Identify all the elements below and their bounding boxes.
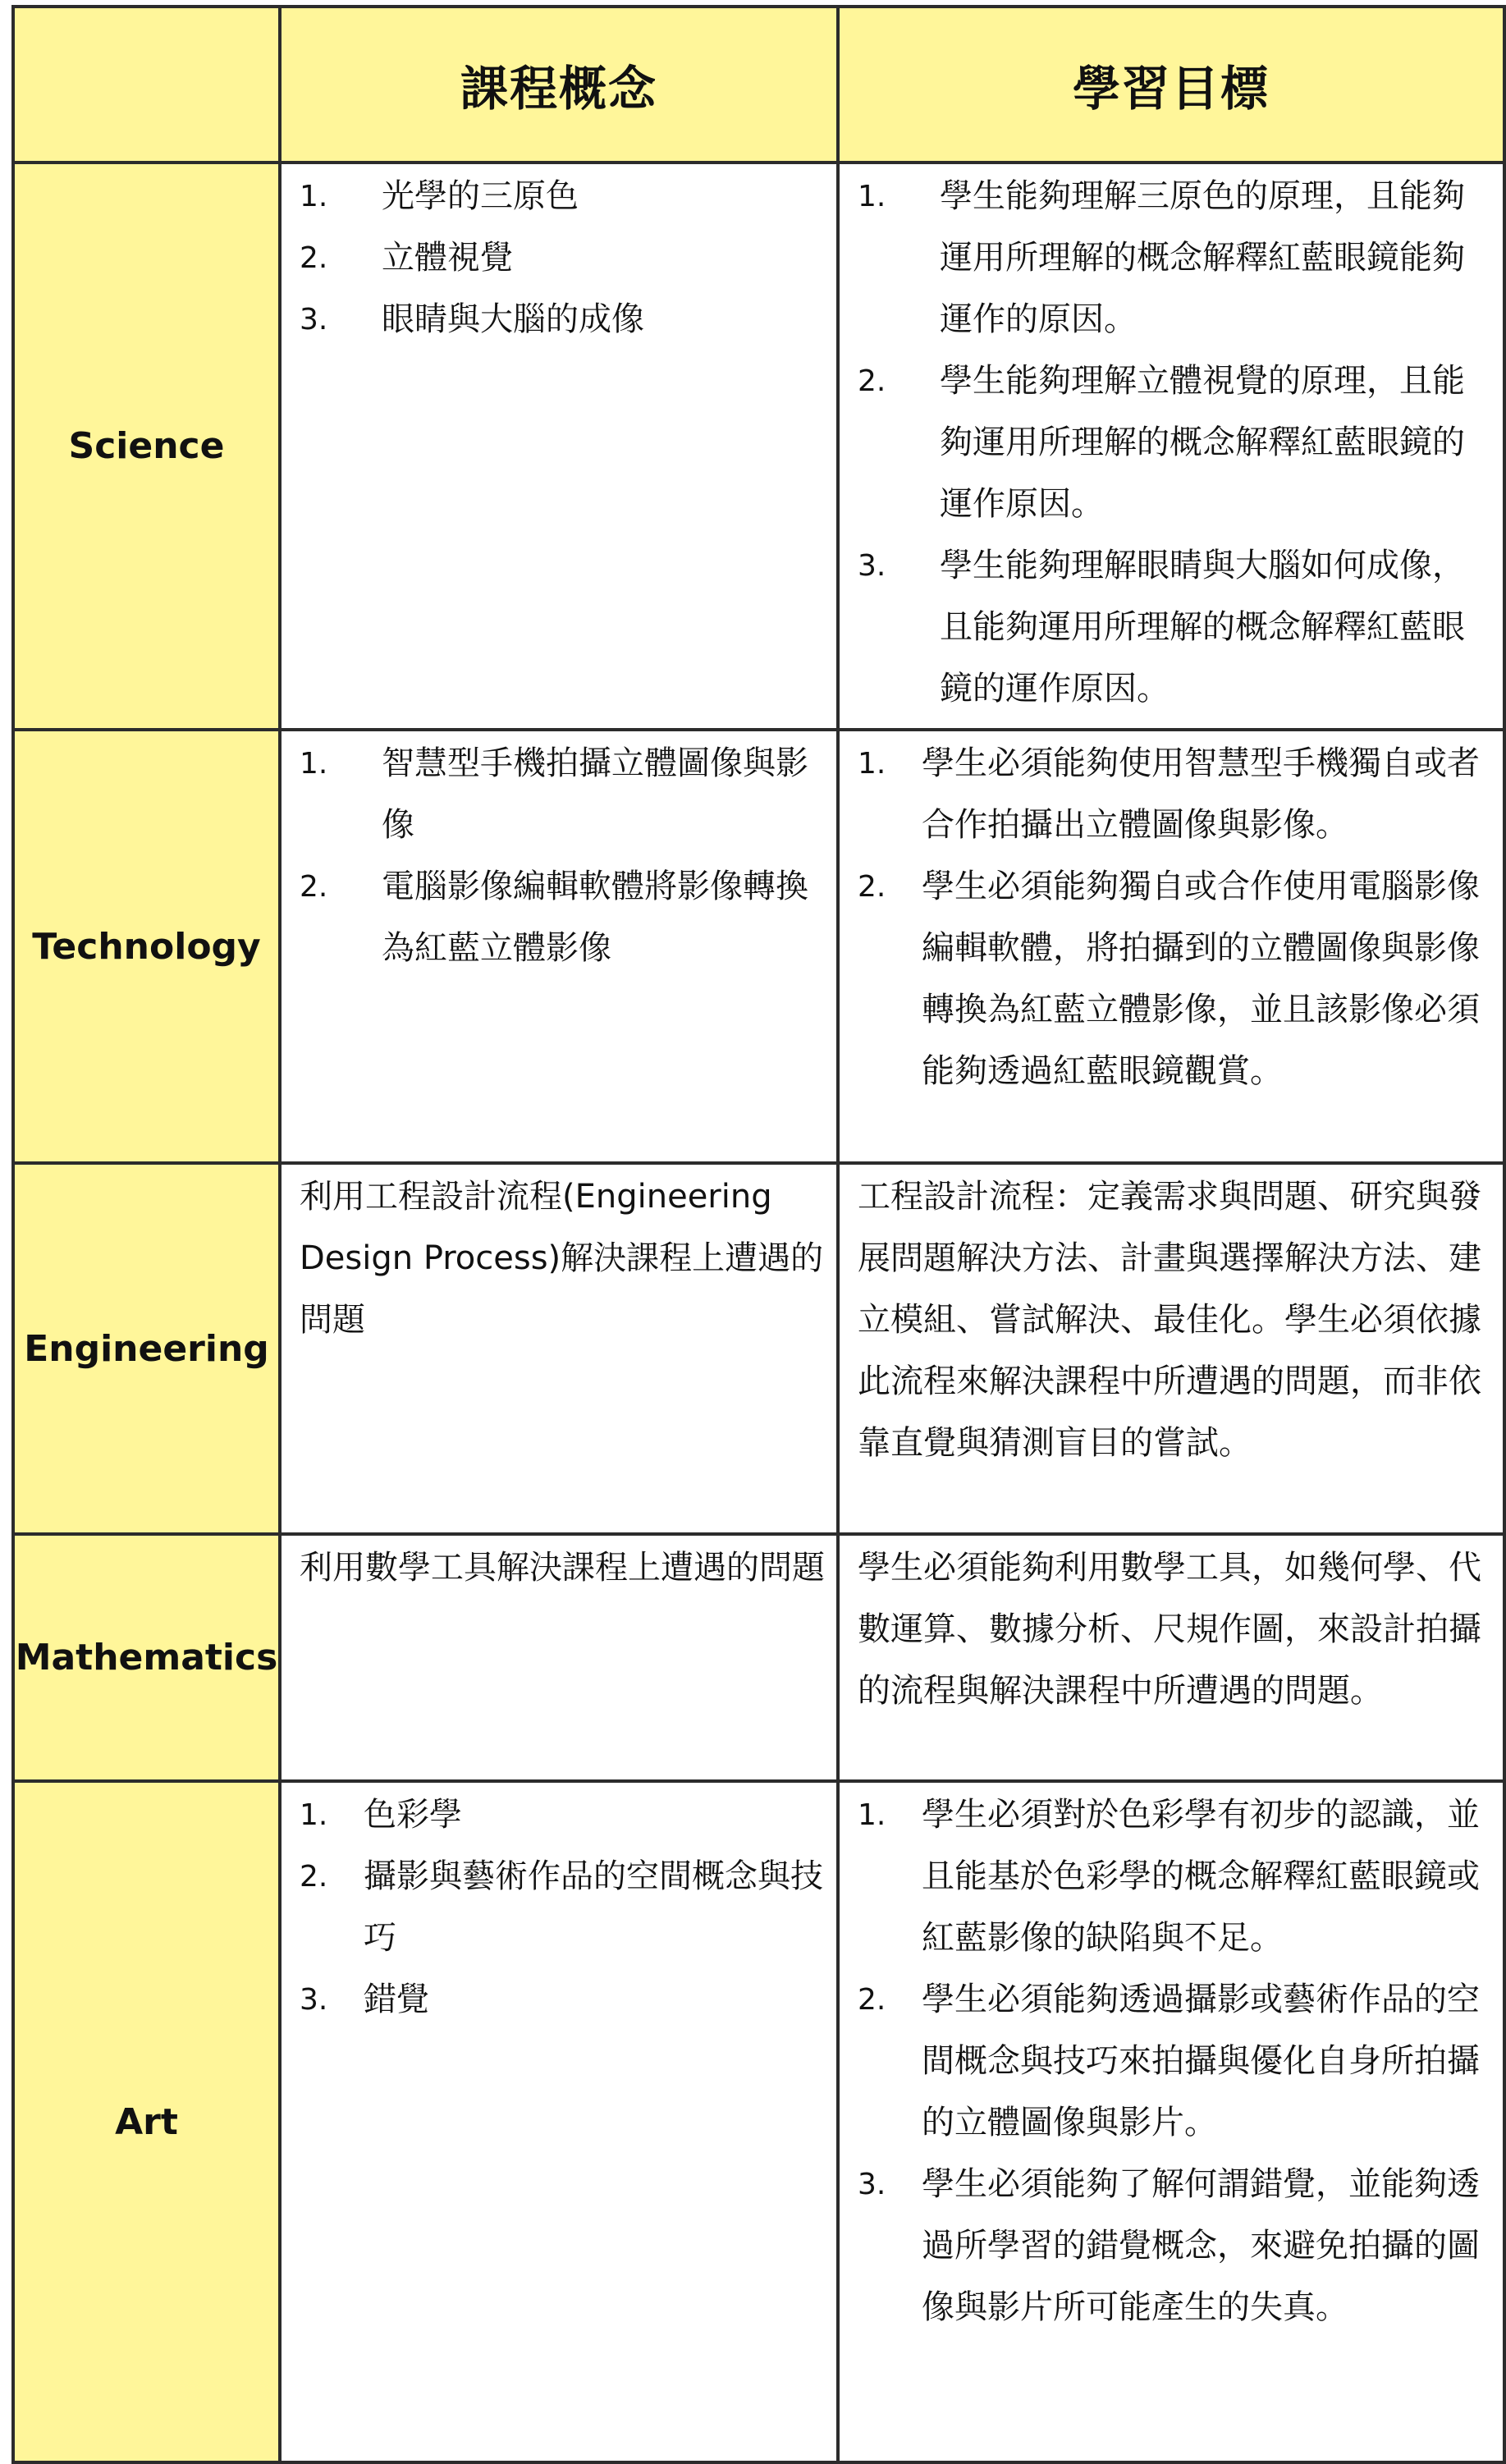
objective-text-engineering: 工程設計流程：定義需求與問題、研究與發展問題解決方法、計畫與選擇解決方法、建立模組、嘗試解決、最佳化。學生必須依據此流程來解決課程中所遭遇的問題，而非依靠直覺與猜測盲目的嘗試。 (858, 1178, 1481, 1462)
objective-cell-technology (838, 730, 1504, 1163)
item-number: 1. (858, 747, 886, 781)
list-item (858, 535, 1491, 720)
subject-technology: Technology (13, 730, 280, 1163)
item-text: 學生必須能夠透過攝影或藝術作品的空間概念與技巧來拍攝與優化自身所拍攝的立體圖像與影片。 (922, 1981, 1480, 2141)
objective-list-art (858, 1784, 1491, 2338)
concept-list-art (300, 1784, 825, 2031)
list-item (858, 166, 1491, 350)
concept-cell-engineering (280, 1163, 838, 1534)
item-number: 2. (300, 241, 328, 275)
item-number: 2. (300, 870, 328, 904)
item-number: 2. (300, 1860, 328, 1894)
header-corner-cell (13, 7, 280, 163)
item-text: 立體視覺 (382, 239, 513, 277)
list-item (858, 733, 1491, 856)
item-number: 3. (300, 1983, 328, 2017)
objective-list-science (858, 166, 1491, 720)
list-item (300, 733, 825, 856)
item-number: 1. (858, 180, 886, 213)
item-text: 色彩學 (364, 1796, 462, 1834)
item-text: 智慧型手機拍攝立體圖像與影像 (382, 744, 808, 844)
item-number: 3. (858, 549, 886, 583)
list-item (300, 1969, 825, 2031)
item-text: 電腦影像編輯軟體將影像轉換為紅藍立體影像 (382, 868, 808, 967)
list-item (300, 856, 825, 979)
item-number: 3. (858, 2168, 886, 2201)
objective-text-mathematics: 學生必須能夠利用數學工具，如幾何學、代數運算、數據分析、尺規作圖，來設計拍攝的流程與解決課程中所遭遇的問題。 (858, 1549, 1481, 1710)
row-engineering (13, 1163, 1504, 1534)
objective-cell-science (838, 163, 1504, 730)
row-mathematics (13, 1534, 1504, 1781)
item-text: 學生必須能夠使用智慧型手機獨自或者合作拍攝出立體圖像與影像。 (922, 744, 1480, 844)
list-item (858, 350, 1491, 535)
header-concept: 課程概念 (280, 7, 838, 163)
subject-mathematics: Mathematics (13, 1534, 280, 1781)
header-objective: 學習目標 (838, 7, 1504, 163)
objective-list-technology (858, 733, 1491, 1102)
item-text: 學生必須能夠了解何謂錯覺，並能夠透過所學習的錯覺概念，來避免拍攝的圖像與影片所可能產生的失真。 (922, 2165, 1480, 2326)
item-text: 學生能夠理解眼睛與大腦如何成像，且能夠運用所理解的概念解釋紅藍眼鏡的運作原因。 (940, 547, 1465, 708)
list-item (300, 227, 825, 289)
item-text: 攝影與藝術作品的空間概念與技巧 (364, 1857, 823, 1957)
item-number: 3. (300, 303, 328, 337)
concept-text-engineering: 利用工程設計流程(Engineering Design Process)解決課程上遭遇的問題 (300, 1178, 824, 1339)
item-number: 2. (858, 1983, 886, 2017)
row-art (13, 1781, 1504, 2462)
item-number: 1. (858, 1798, 886, 1832)
item-number: 2. (858, 870, 886, 904)
item-number: 1. (300, 1798, 328, 1832)
subject-science: Science (13, 163, 280, 730)
list-item (858, 1969, 1491, 2154)
list-item (858, 1784, 1491, 1969)
header-row (13, 7, 1504, 163)
item-text: 學生能夠理解三原色的原理，且能夠運用所理解的概念解釋紅藍眼鏡能夠運作的原因。 (940, 177, 1465, 338)
list-item (300, 166, 825, 227)
stem-curriculum-table (11, 5, 1506, 2464)
item-text: 眼睛與大腦的成像 (382, 300, 644, 338)
item-number: 1. (300, 747, 328, 781)
row-science (13, 163, 1504, 730)
concept-text-mathematics: 利用數學工具解決課程上遭遇的問題 (300, 1549, 825, 1587)
list-item (858, 2154, 1491, 2338)
subject-art: Art (13, 1781, 280, 2462)
concept-cell-science (280, 163, 838, 730)
row-technology (13, 730, 1504, 1163)
item-text: 學生必須能夠獨自或合作使用電腦影像編輯軟體，將拍攝到的立體圖像與影像轉換為紅藍立體影像，並且該影像必須能夠透過紅藍眼鏡觀賞。 (922, 868, 1480, 1090)
concept-cell-art (280, 1781, 838, 2462)
item-number: 1. (300, 180, 328, 213)
concept-list-science (300, 166, 825, 350)
concept-cell-technology (280, 730, 838, 1163)
item-text: 學生能夠理解立體視覺的原理，且能夠運用所理解的概念解釋紅藍眼鏡的運作原因。 (940, 362, 1465, 523)
item-text: 錯覺 (364, 1981, 429, 2018)
item-number: 2. (858, 364, 886, 398)
list-item (300, 1846, 825, 1969)
list-item (858, 856, 1491, 1102)
concept-list-technology (300, 733, 825, 979)
concept-cell-mathematics (280, 1534, 838, 1781)
objective-cell-engineering (838, 1163, 1504, 1534)
list-item (300, 289, 825, 350)
subject-engineering: Engineering (13, 1163, 280, 1534)
objective-cell-art (838, 1781, 1504, 2462)
item-text: 學生必須對於色彩學有初步的認識，並且能基於色彩學的概念解釋紅藍眼鏡或紅藍影像的缺陷與不足。 (922, 1796, 1480, 1957)
item-text: 光學的三原色 (382, 177, 579, 215)
objective-cell-mathematics (838, 1534, 1504, 1781)
list-item (300, 1784, 825, 1846)
